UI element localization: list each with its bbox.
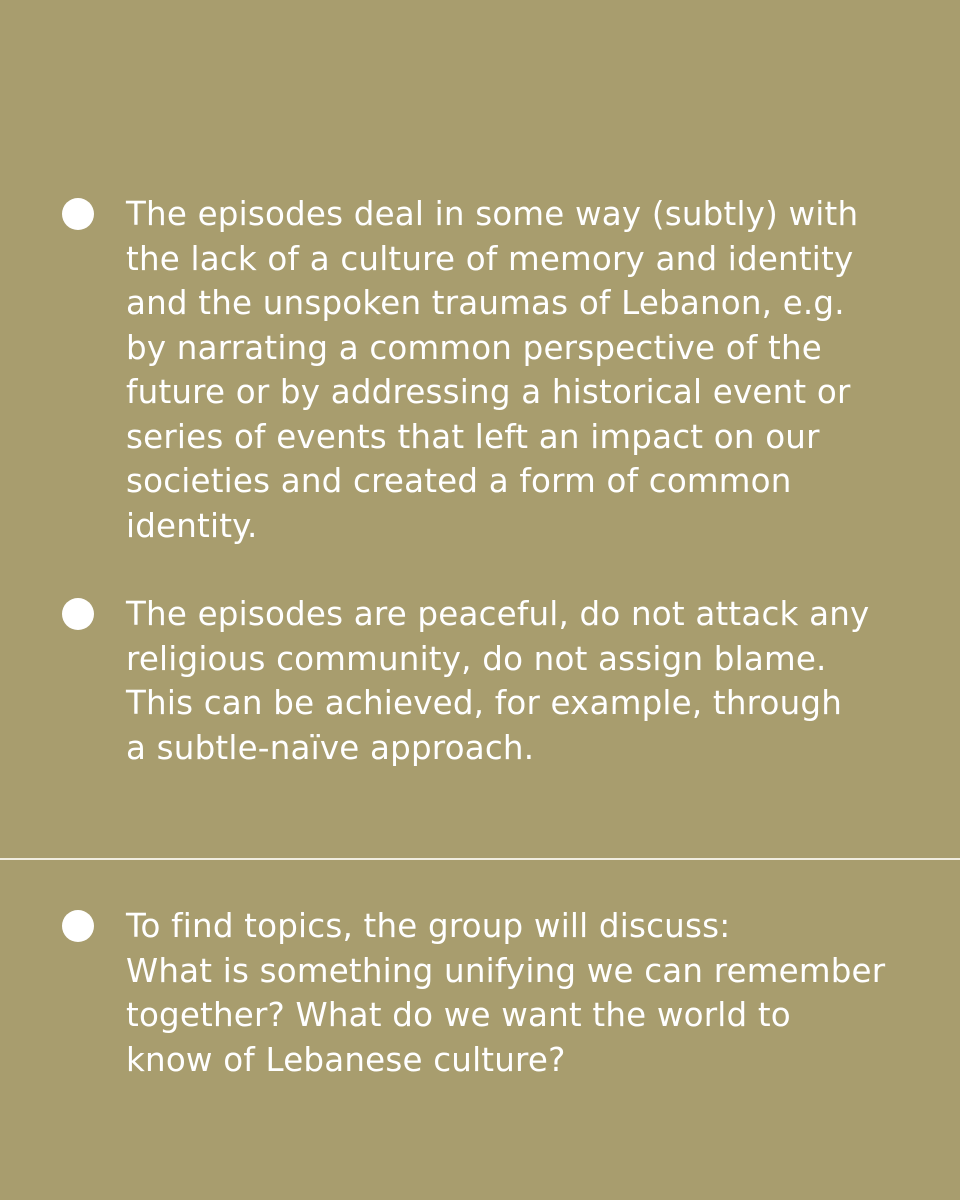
bullet-text: To find topics, the group will discuss: What is something unifying we can remember together? What do we want the world to know of Lebanese culture? [126, 907, 886, 1079]
bullet-dot-icon [62, 598, 94, 630]
bullet-text: The episodes deal in some way (subtly) with the lack of a culture of memory and identity and the unspoken traumas of Lebanon, e.g. by narrating a common perspective of the future or by addressing a historical event or series of events that left an impact on our societies and created a form of common identity. [126, 195, 859, 545]
bullet-dot-icon [62, 198, 94, 230]
bullet-text: The episodes are peaceful, do not attack any religious community, do not assign blame. This can be achieved, for example, through a subtle-naïve approach. [126, 595, 870, 767]
section-divider [0, 858, 960, 860]
bullet-dot-icon [62, 910, 94, 942]
